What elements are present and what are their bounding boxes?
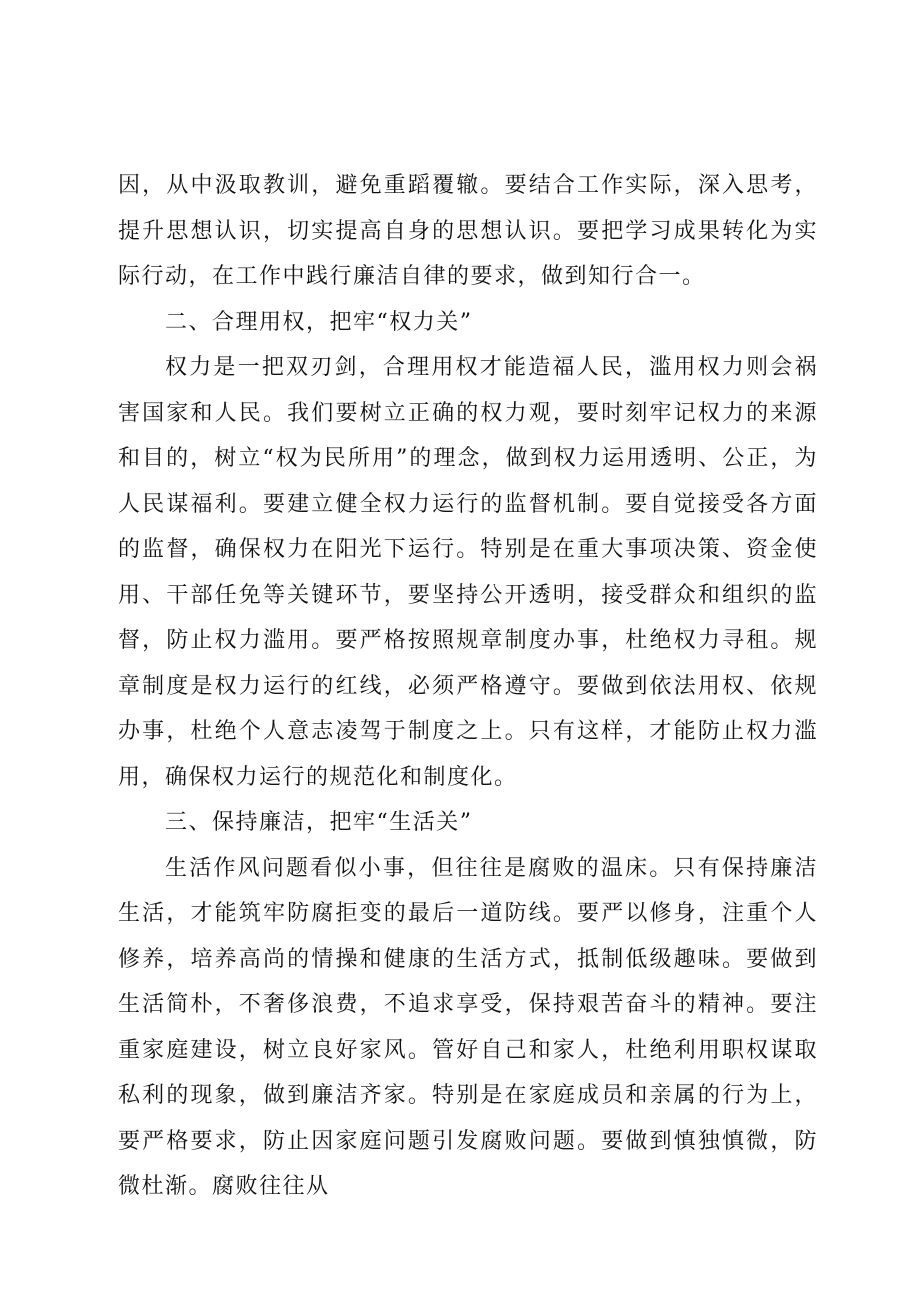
paragraph-life: 生活作风问题看似小事，但往往是腐败的温床。只有保持廉洁生活，才能筑牢防腐拒变的最后一道防线。要严以修身，注重个人修养，培养高尚的情操和健康的生活方式，抵制低级趣味。要做到生活简朴，不奢侈浪费，不追求享受，保持艰苦奋斗的精神。要注重家庭建设，树立良好家风。管好自己和家人，杜绝利用职权谋取私利的现象，做到廉洁齐家。特别是在家庭成员和亲属的行为上，要严格要求，防止因家庭问题引发腐败问题。要做到慎独慎微，防微杜渐。腐败往往从 <box>118 855 818 1199</box>
document-body <box>118 163 818 1210</box>
paragraph-power: 权力是一把双刃剑，合理用权才能造福人民，滥用权力则会祸害国家和人民。我们要树立正确的权力观，要时刻牢记权力的来源和目的，树立“权为民所用”的理念，做到权力运用透明、公正，为人民谋福利。要建立健全权力运行的监督机制。要自觉接受各方面的监督，确保权力在阳光下运行。特别是在重大事项决策、资金使用、干部任免等关键环节，要坚持公开透明，接受群众和组织的监督，防止权力滥用。要严格按照规章制度办事，杜绝权力寻租。规章制度是权力运行的红线，必须严格遵守。要做到依法用权、依规办事，杜绝个人意志凌驾于制度之上。只有这样，才能防止权力滥用，确保权力运行的规范化和制度化。 <box>118 355 818 790</box>
section-heading-power: 二、合理用权，把牢“权力关” <box>165 309 473 335</box>
paragraph-continued: 因，从中汲取教训，避免重蹈覆辙。要结合工作实际，深入思考，提升思想认识，切实提高自身的思想认识。要把学习成果转化为实际行动，在工作中践行廉洁自律的要求，做到知行合一。 <box>118 173 818 289</box>
section-heading-life: 三、保持廉洁，把牢“生活关” <box>165 810 473 835</box>
